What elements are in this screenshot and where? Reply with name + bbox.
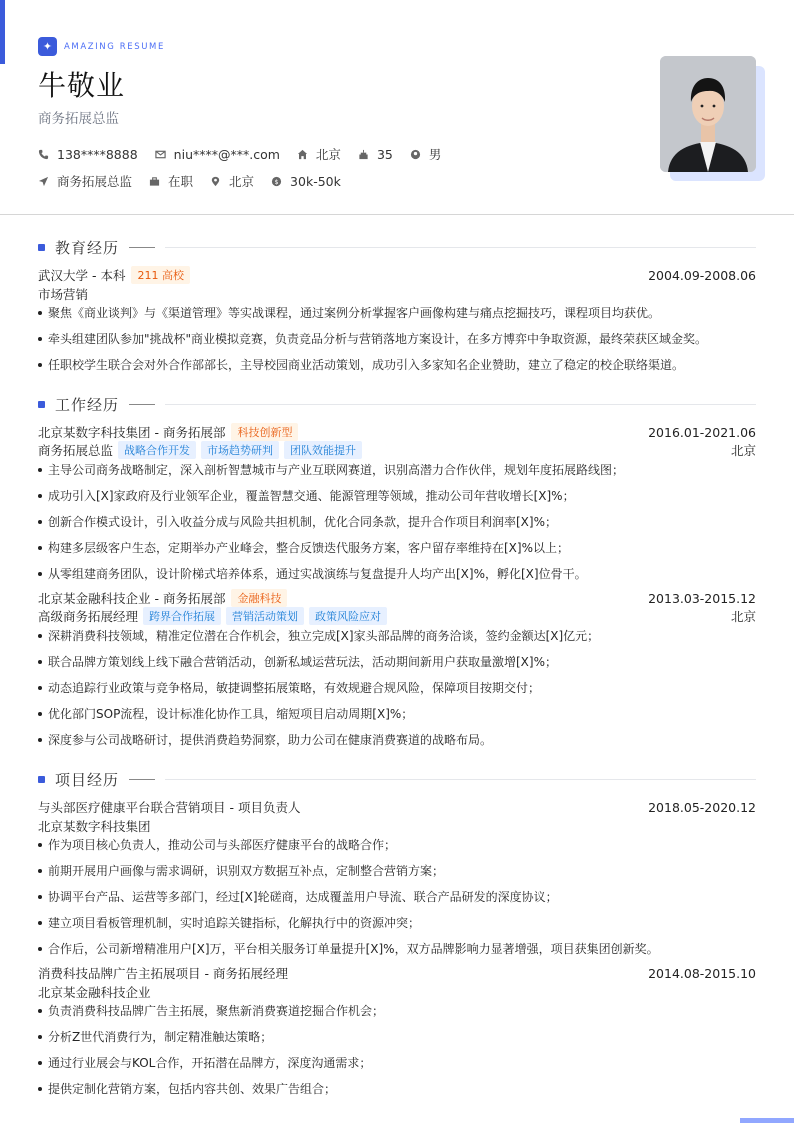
major-row [38, 285, 756, 303]
job-bullets [38, 463, 756, 593]
project-section-heading [38, 769, 756, 789]
project-header [38, 964, 756, 982]
accent-bar [0, 0, 5, 64]
bottom-accent-bar [740, 1118, 794, 1123]
phone-icon [38, 149, 49, 160]
company-tag: 科技创新型 [231, 423, 298, 441]
cake-icon [358, 149, 369, 160]
status-item [149, 172, 193, 190]
list-item: 构建多层级客户生态，定期举办产业峰会，整合反馈迭代服务方案，客户留存率维持在[X]%以上； [38, 541, 756, 567]
education-bullets [38, 306, 756, 384]
salary-item [271, 174, 341, 189]
education-section-heading [38, 237, 756, 257]
home-item [297, 145, 341, 163]
education-entry-header [38, 266, 756, 284]
list-item: 动态追踪行业政策与竞争格局，敏捷调整拓展策略，有效规避合规风险，保障项目按期交付； [38, 681, 756, 707]
job-city: 北京 [730, 609, 756, 624]
heading-rule [129, 247, 155, 248]
project-date: 2018.05-2020.12 [648, 799, 756, 815]
hometown-text: 北京 [315, 147, 341, 162]
section-title: 教育经历 [55, 238, 120, 257]
list-item: 聚焦《商业谈判》与《渠道管理》等实战课程，通过案例分析掌握客户画像构建与痛点挖掘技巧，课程项目均获优。 [38, 306, 756, 332]
list-item: 成功引入[X]家政府及行业领军企业，覆盖智慧交通、能源管理等领域，推动公司年营收增长[X]%； [38, 489, 756, 515]
age-item [358, 147, 393, 162]
project-name: 消费科技品牌广告主拓展项目 - 商务拓展经理 [38, 966, 288, 981]
list-item: 建立项目看板管理机制，实时追踪关键指标，化解执行中的资源冲突； [38, 916, 756, 942]
email-text: niu****@***.com [173, 146, 280, 162]
project-date: 2014.08-2015.10 [648, 965, 756, 981]
company-name: 北京某金融科技企业 - 商务拓展部 [38, 591, 226, 606]
heading-rule-long [165, 247, 756, 248]
position: 商务拓展总监 [38, 443, 114, 458]
company-tag: 金融科技 [231, 589, 287, 607]
project-org: 北京某数字科技集团 [38, 819, 151, 834]
job-date: 2016.01-2021.06 [648, 424, 756, 440]
list-item: 主导公司商务战略制定，深入剖析智慧城市与产业互联网赛道，识别高潜力合作伙伴，规划年度拓展路线图； [38, 463, 756, 489]
section-marker [38, 244, 45, 251]
job-date: 2013.03-2015.12 [648, 590, 756, 606]
heading-rule-long [165, 779, 756, 780]
skill-tag: 政策风险应对 [309, 607, 387, 625]
skill-tag: 市场趋势研判 [201, 441, 279, 459]
sparkle-icon: ✦ [38, 37, 57, 56]
contact-row [38, 145, 458, 163]
list-item: 联合品牌方策划线上线下融合营销活动，创新私域运营玩法，活动期间新用户获取量激增[X]%； [38, 655, 756, 681]
skill-tag: 团队效能提升 [284, 441, 362, 459]
list-item: 优化部门SOP流程，设计标准化协作工具，缩短项目启动周期[X]%； [38, 707, 756, 733]
gender-icon [410, 149, 421, 160]
job-position-row [38, 607, 756, 625]
gender-text: 男 [428, 147, 442, 162]
money-icon [271, 176, 282, 187]
list-item: 提供定制化营销方案，包括内容共创、效果广告组合； [38, 1082, 756, 1108]
work-section-heading [38, 394, 756, 414]
salary-text: 30k-50k [290, 173, 341, 189]
heading-rule [129, 404, 155, 405]
company-name: 北京某数字科技集团 - 商务拓展部 [38, 425, 226, 440]
education-date: 2004.09-2008.06 [648, 267, 756, 283]
phone-text: 138****8888 [57, 146, 138, 162]
header-divider [0, 214, 794, 215]
project-org-row [38, 983, 756, 1001]
intent-position-item [38, 172, 132, 190]
project-org: 北京某金融科技企业 [38, 985, 151, 1000]
send-icon [38, 176, 49, 187]
skill-tag: 战略合作开发 [118, 441, 196, 459]
list-item: 任职校学生联合会对外合作部部长，主导校园商业活动策划，成功引入多家知名企业赞助，建立了稳定的校企联络渠道。 [38, 358, 756, 384]
candidate-name: 牛敬业 [38, 69, 126, 102]
job-intent-row [38, 172, 358, 190]
position: 高级商务拓展经理 [38, 609, 139, 624]
job-bullets [38, 629, 756, 759]
list-item: 前期开展用户画像与需求调研，识别双方数据互补点，定制整合营销方案； [38, 864, 756, 890]
intent-city-item [210, 172, 254, 190]
list-item: 从零组建商务团队，设计阶梯式培养体系，通过实战演练与复盘提升人均产出[X]%，孵化[X]位骨干。 [38, 567, 756, 593]
job-header [38, 423, 756, 441]
heading-rule [129, 779, 155, 780]
section-marker [38, 401, 45, 408]
list-item: 作为项目核心负责人，推动公司与头部医疗健康平台的战略合作； [38, 838, 756, 864]
skill-tag: 营销活动策划 [226, 607, 304, 625]
school-tag: 211 高校 [131, 266, 190, 284]
intent-city-text: 北京 [229, 174, 255, 189]
skill-tag: 跨界合作拓展 [143, 607, 221, 625]
age-text: 35 [376, 146, 393, 162]
section-title: 工作经历 [55, 395, 120, 414]
candidate-title: 商务拓展总监 [38, 111, 119, 127]
job-city: 北京 [730, 443, 756, 458]
section-title: 项目经历 [55, 770, 120, 789]
intent-position-text: 商务拓展总监 [57, 174, 133, 189]
email-item [155, 147, 280, 162]
brand-text: AMAZING RESUME [64, 41, 165, 52]
mail-icon [155, 149, 166, 160]
avatar [660, 56, 756, 172]
brand [38, 37, 165, 56]
project-header [38, 798, 756, 816]
home-icon [297, 149, 308, 160]
svg-text:$: $ [274, 177, 279, 186]
list-item: 负责消费科技品牌广告主拓展，聚焦新消费赛道挖掘合作机会； [38, 1004, 756, 1030]
job-position-row [38, 441, 756, 459]
list-item: 合作后，公司新增精准用户[X]万，平台相关服务订单量提升[X]%，双方品牌影响力显著增强，项目获集团创新奖。 [38, 942, 756, 968]
list-item: 通过行业展会与KOL合作，开拓潜在品牌方，深度沟通需求； [38, 1056, 756, 1082]
job-header [38, 589, 756, 607]
list-item: 牵头组建团队参加"挑战杯"商业模拟竞赛，负责竞品分析与营销落地方案设计，在多方博弈中争取资源，最终荣获区域金奖。 [38, 332, 756, 358]
project-org-row [38, 817, 756, 835]
location-icon [210, 176, 221, 187]
section-marker [38, 776, 45, 783]
list-item: 深度参与公司战略研讨，提供消费趋势洞察，助力公司在健康消费赛道的战略布局。 [38, 733, 756, 759]
heading-rule-long [165, 404, 756, 405]
project-bullets [38, 1004, 756, 1108]
school-name: 武汉大学 - 本科 [38, 268, 126, 283]
list-item: 创新合作模式设计，引入收益分成与风险共担机制，优化合同条款，提升合作项目利润率[X]%； [38, 515, 756, 541]
briefcase-icon [149, 176, 160, 187]
project-name: 与头部医疗健康平台联合营销项目 - 项目负责人 [38, 800, 301, 815]
list-item: 协调平台产品、运营等多部门，经过[X]轮磋商，达成覆盖用户导流、联合产品研发的深度协议； [38, 890, 756, 916]
project-bullets [38, 838, 756, 968]
phone-item [38, 147, 138, 162]
list-item: 分析Z世代消费行为，制定精准触达策略； [38, 1030, 756, 1056]
gender-item [410, 145, 442, 163]
major: 市场营销 [38, 287, 89, 302]
list-item: 深耕消费科技领域，精准定位潜在合作机会，独立完成[X]家头部品牌的商务洽谈，签约金额达[X]亿元； [38, 629, 756, 655]
status-text: 在职 [168, 174, 194, 189]
